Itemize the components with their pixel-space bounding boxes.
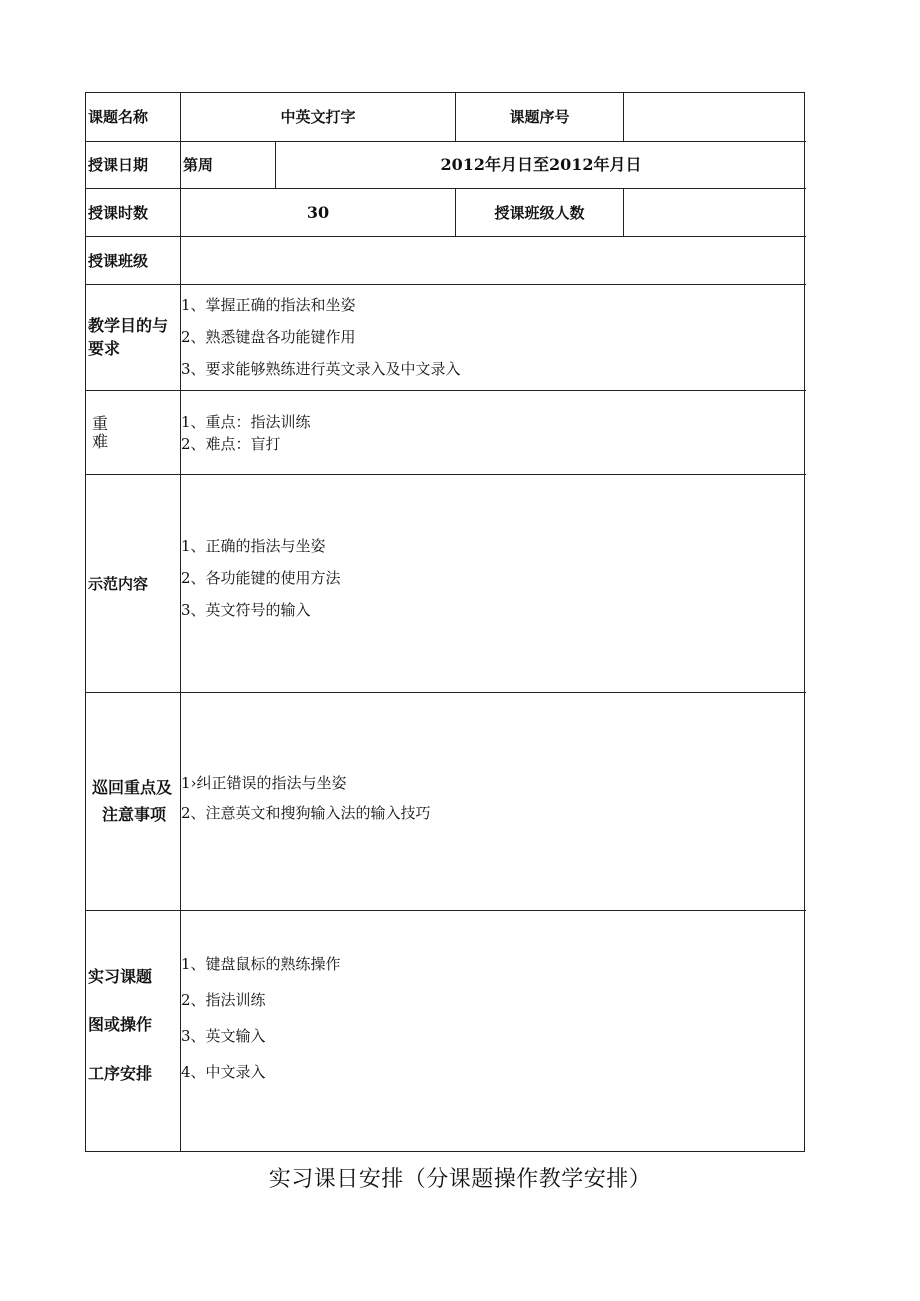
list-item: 1、重点：指法训练 — [181, 412, 311, 431]
list-item: 3、英文符号的输入 — [181, 600, 311, 619]
teach-date-label-text: 授课日期 — [88, 156, 149, 174]
list-item: 2、熟悉键盘各功能键作用 — [181, 327, 356, 346]
week-value: 第周 — [183, 156, 214, 174]
week-cell — [181, 142, 276, 189]
topic-name-value-cell — [181, 93, 456, 142]
date-range-value: 2012年月日至2012年月日 — [440, 155, 642, 175]
list-item: 4、中文录入 — [181, 1062, 266, 1081]
teach-date-label — [86, 142, 181, 189]
class-size-label: 授课班级人数 — [494, 203, 585, 222]
list-item: 2、注意英文和搜狗输入法的输入技巧 — [181, 803, 431, 822]
practice-label-line1: 实习课题 — [88, 966, 153, 986]
list-item: 1›纠正错误的指法与坐姿 — [181, 773, 347, 792]
topic-name-label — [86, 93, 181, 142]
practice-label-line2: 图或操作 — [88, 1015, 153, 1035]
list-item: 2、各功能键的使用方法 — [181, 568, 341, 587]
list-item: 2、指法训练 — [181, 990, 266, 1009]
objectives-label-cell — [86, 285, 181, 391]
key-difficult-label-cell — [86, 391, 181, 475]
topic-number-value-cell — [624, 93, 806, 142]
patrol-content — [181, 693, 806, 911]
demo-content — [181, 475, 806, 693]
patrol-label-cell — [86, 693, 181, 911]
teach-hours-value: 30 — [306, 202, 330, 222]
list-item: 3、英文输入 — [181, 1026, 266, 1045]
demo-label-text: 示范内容 — [88, 574, 149, 593]
topic-name-label-text: 课题名称 — [88, 108, 149, 126]
practice-label-line3: 工序安排 — [88, 1063, 153, 1083]
footer-title: 实习课日安排（分课题操作教学安排） — [268, 1167, 652, 1192]
class-value-cell — [181, 237, 806, 285]
class-label — [86, 237, 181, 285]
list-item: 1、正确的指法与坐姿 — [181, 536, 326, 555]
list-item: 2、难点：盲打 — [181, 434, 281, 453]
difficult-label: 难 — [92, 431, 109, 451]
teach-hours-label-text: 授课时数 — [88, 203, 149, 222]
lesson-plan-table — [85, 92, 805, 1152]
objectives-label-line1: 教学目的与 — [88, 316, 169, 336]
practice-content — [181, 911, 806, 1152]
list-item: 1、掌握正确的指法和坐姿 — [181, 295, 356, 314]
patrol-label-line1: 巡回重点及 — [92, 778, 173, 798]
list-item: 1、键盘鼠标的熟练操作 — [181, 954, 341, 973]
class-size-value-cell — [624, 189, 806, 237]
key-label: 重 — [92, 413, 109, 433]
topic-name-value: 中英文打字 — [280, 108, 356, 126]
topic-number-label-cell — [456, 93, 624, 142]
class-label-text: 授课班级 — [88, 251, 149, 270]
key-difficult-content — [181, 391, 806, 475]
list-item: 3、要求能够熟练进行英文录入及中文录入 — [181, 359, 461, 378]
patrol-label-line2: 注意事项 — [102, 804, 167, 824]
practice-label-cell — [86, 911, 181, 1152]
teach-hours-label — [86, 189, 181, 237]
objectives-label-line2: 要求 — [88, 338, 121, 358]
demo-label — [86, 475, 181, 693]
date-range-cell — [276, 142, 806, 189]
class-size-label-cell — [456, 189, 624, 237]
teach-hours-value-cell — [181, 189, 456, 237]
objectives-content — [181, 285, 806, 391]
topic-number-label: 课题序号 — [509, 108, 570, 126]
